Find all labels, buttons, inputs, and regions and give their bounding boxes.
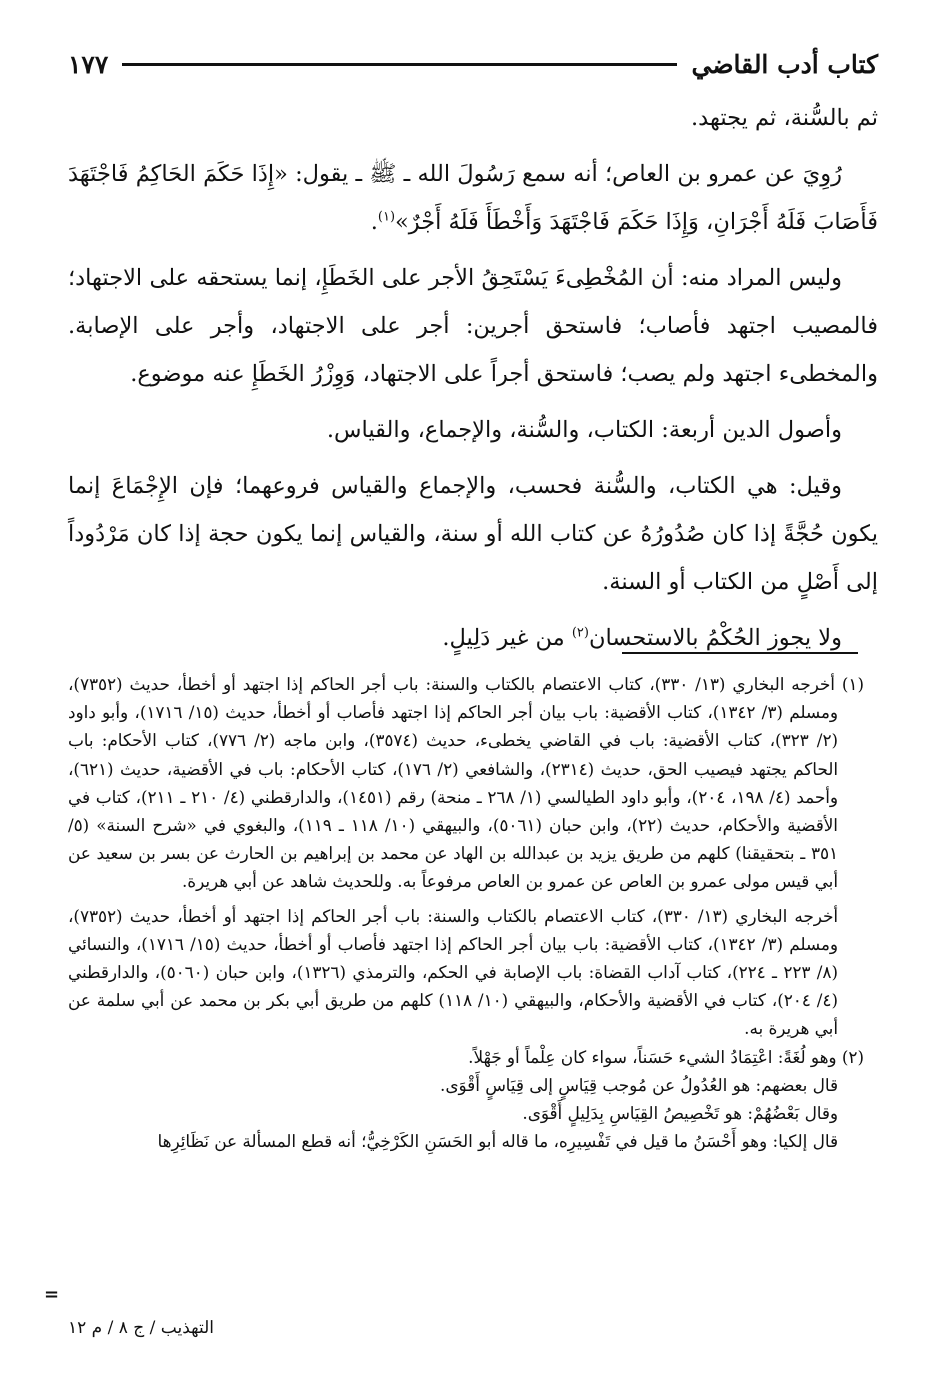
page-number: ١٧٧ (68, 49, 109, 79)
footnote-2-line-3: قال إلكيا: وهو أَحْسَنُ ما قيل في تَفْسِيرِه، ما قاله أبو الحَسَنِ الكَرْخِيُّ؛ أنه قطع المسألة عن نَظَائِرِها (157, 1131, 838, 1152)
footnote-1: (١) أخرجه البخاري (١٣/ ٣٣٠)، كتاب الاعتصام بالكتاب والسنة: باب أجر الحاكم إذا اجتهد أو أخطأ، حديث (٧٣٥٢)، ومسلم (٣/ ١٣٤٢)، كتاب الأقضية: باب بيان أجر الحاكم إذا اجتهد فأصاب أو أخطأ، حديث (١٥/ ١٧١٦)، وأبو داود (٢/ ٣٢٣)، كتاب الأقضية: باب في القاضي يخطىء، حديث (٣٥٧٤)، وابن ماجه (٢/ ٧٧٦)، كتاب الأحكام: باب الحاكم يجتهد فيصيب الحق، حديث (٢٣١٤)، والشافعي (٢/ ١٧٦)، كتاب الأحكام: باب في الأقضية، حديث (٦٢١)، وأحمد (٤/ ١٩٨، ٢٠٤)، وأبو داود الطيالسي (١/ ٢٦٨ ـ منحة) رقم (١٤٥١)، والدارقطني (٤/ ٢١٠ ـ ٢١١)، كتاب في الأقضية والأحكام، حديث (٢٢)، وابن حبان (٥٠٦١)، والبيهقي (١٠/ ١١٨ ـ ١١٩)، والبغوي في «شرح السنة» (٥/ ٣٥١ ـ بتحقيقنا) كلهم من طريق يزيد بن عبدالله بن الهاد عن محمد بن إبراهيم بن الحارث عن بسر بن سعيد عن أبي قيس مولى عمرو بن العاص عن عمرو بن العاص مرفوعاً به. وللحديث شاهد عن أبي هريرة. (68, 674, 864, 892)
page-header (68, 44, 878, 84)
header-rule (122, 63, 677, 66)
paragraph-6: ولا يجوز الحُكْمُ بالاستحسان$^{(٢)}$ من غير دَلِيلٍ. (442, 625, 842, 651)
paragraph-2: رُوِيَ عن عمرو بن العاص؛ أنه سمع رَسُولَ الله ـ ﷺ ـ يقول: «إِذَا حَكَمَ الحَاكِمُ فَاجْتَهَدَ فَأَصَابَ فَلَهُ أَجْرَانِ، وَإِذَا حَكَمَ فَاجْتَهَدَ وَأَخْطَأَ فَلَهُ أَجْرٌ»$^{(١)}$. (68, 161, 878, 235)
continuation-mark: = (44, 1284, 60, 1305)
paragraph-5: وقيل: هي الكتاب، والسُّنة فحسب، والإجماع والقياس فروعهما؛ فإن الإِجْمَاعَ إنما يكون حُجَّةً إذا كان صُدُورُهُ عن كتاب الله أو سنة، والقياس إنما يكون حجة إذا كان مَرْدُوداً إلى أَصْلٍ من الكتاب أو السنة. (68, 473, 878, 595)
paragraph-3: وليس المراد منه: أن المُخْطِىءَ يَسْتَحِقُ الأجر على الخَطَإِ، إنما يستحقه على الاجتهاد؛ فالمصيب اجتهد فأصاب؛ فاستحق أجرين: أجر على الاجتهاد، وأجر على الإصابة. والمخطىء اجتهد ولم يصب؛ فاستحق أجراً على الاجتهاد، وَوِزْرُ الخَطَإِ عنه موضوع. (68, 265, 878, 387)
book-title: كتاب أدب القاضي (691, 49, 878, 79)
footnote-ref-2: (٢) (571, 625, 589, 641)
footnote-separator (622, 652, 858, 654)
footnote-2-line-2: وقال بَعْضُهُمْ: هو تَخْصِيصُ القِيَاسِ بِدَلِيلٍ أَقْوَى. (522, 1103, 838, 1124)
hadith-text: رُوِيَ عن عمرو بن العاص؛ أنه سمع رَسُولَ الله ـ ﷺ ـ يقول: «إِذَا حَكَمَ الحَاكِمُ فَاجْتَهَدَ فَأَصَابَ فَلَهُ أَجْرَانِ، وَإِذَا حَكَمَ فَاجْتَهَدَ وَأَخْطَأَ فَلَهُ أَجْرٌ» (68, 161, 878, 235)
footnote-ref-1: (١) (377, 209, 396, 225)
paragraph-1: ثم بالسُّنة، ثم يجتهد. (691, 105, 878, 131)
printer-signature: التهذيب / ج ٨ / م ١٢ (68, 1318, 215, 1338)
main-text (68, 94, 878, 662)
paragraph-4: وأصول الدين أربعة: الكتاب، والسُّنة، والإجماع، والقياس. (326, 417, 842, 443)
footnotes (68, 670, 864, 1155)
footnote-2-line-1: قال بعضهم: هو العُدُولُ عن مُوجب قِيَاسٍ إلى قِيَاسٍ أَقْوَى. (440, 1074, 838, 1095)
footnote-1-shahid: أخرجه البخاري (١٣/ ٣٣٠)، كتاب الاعتصام بالكتاب والسنة: باب أجر الحاكم إذا اجتهد أو أخطأ، حديث (٧٣٥٢)، ومسلم (٣/ ١٣٤٢)، كتاب الأقضية: باب بيان أجر الحاكم إذا اجتهد فأصاب أو أخطأ، حديث (١٥/ ١٧١٦)، والنسائي (٨/ ٢٢٣ ـ ٢٢٤)، كتاب آداب القضاة: باب الإصابة في الحكم، والترمذي (١٣٢٦)، وابن حبان (٥٠٦٠)، والدارقطني (٤/ ٢٠٤)، كتاب في الأقضية والأحكام، والبيهقي (١٠/ ١١٨) كلهم من طريق أبي بكر بن محمد عن أبي سلمة عن أبي هريرة به. (68, 905, 839, 1039)
footnote-2: (٢) وهو لُغَةً: اعْتِمَادُ الشيء حَسَناً، سواء كان عِلْماً أو جَهْلاً. (468, 1046, 864, 1067)
